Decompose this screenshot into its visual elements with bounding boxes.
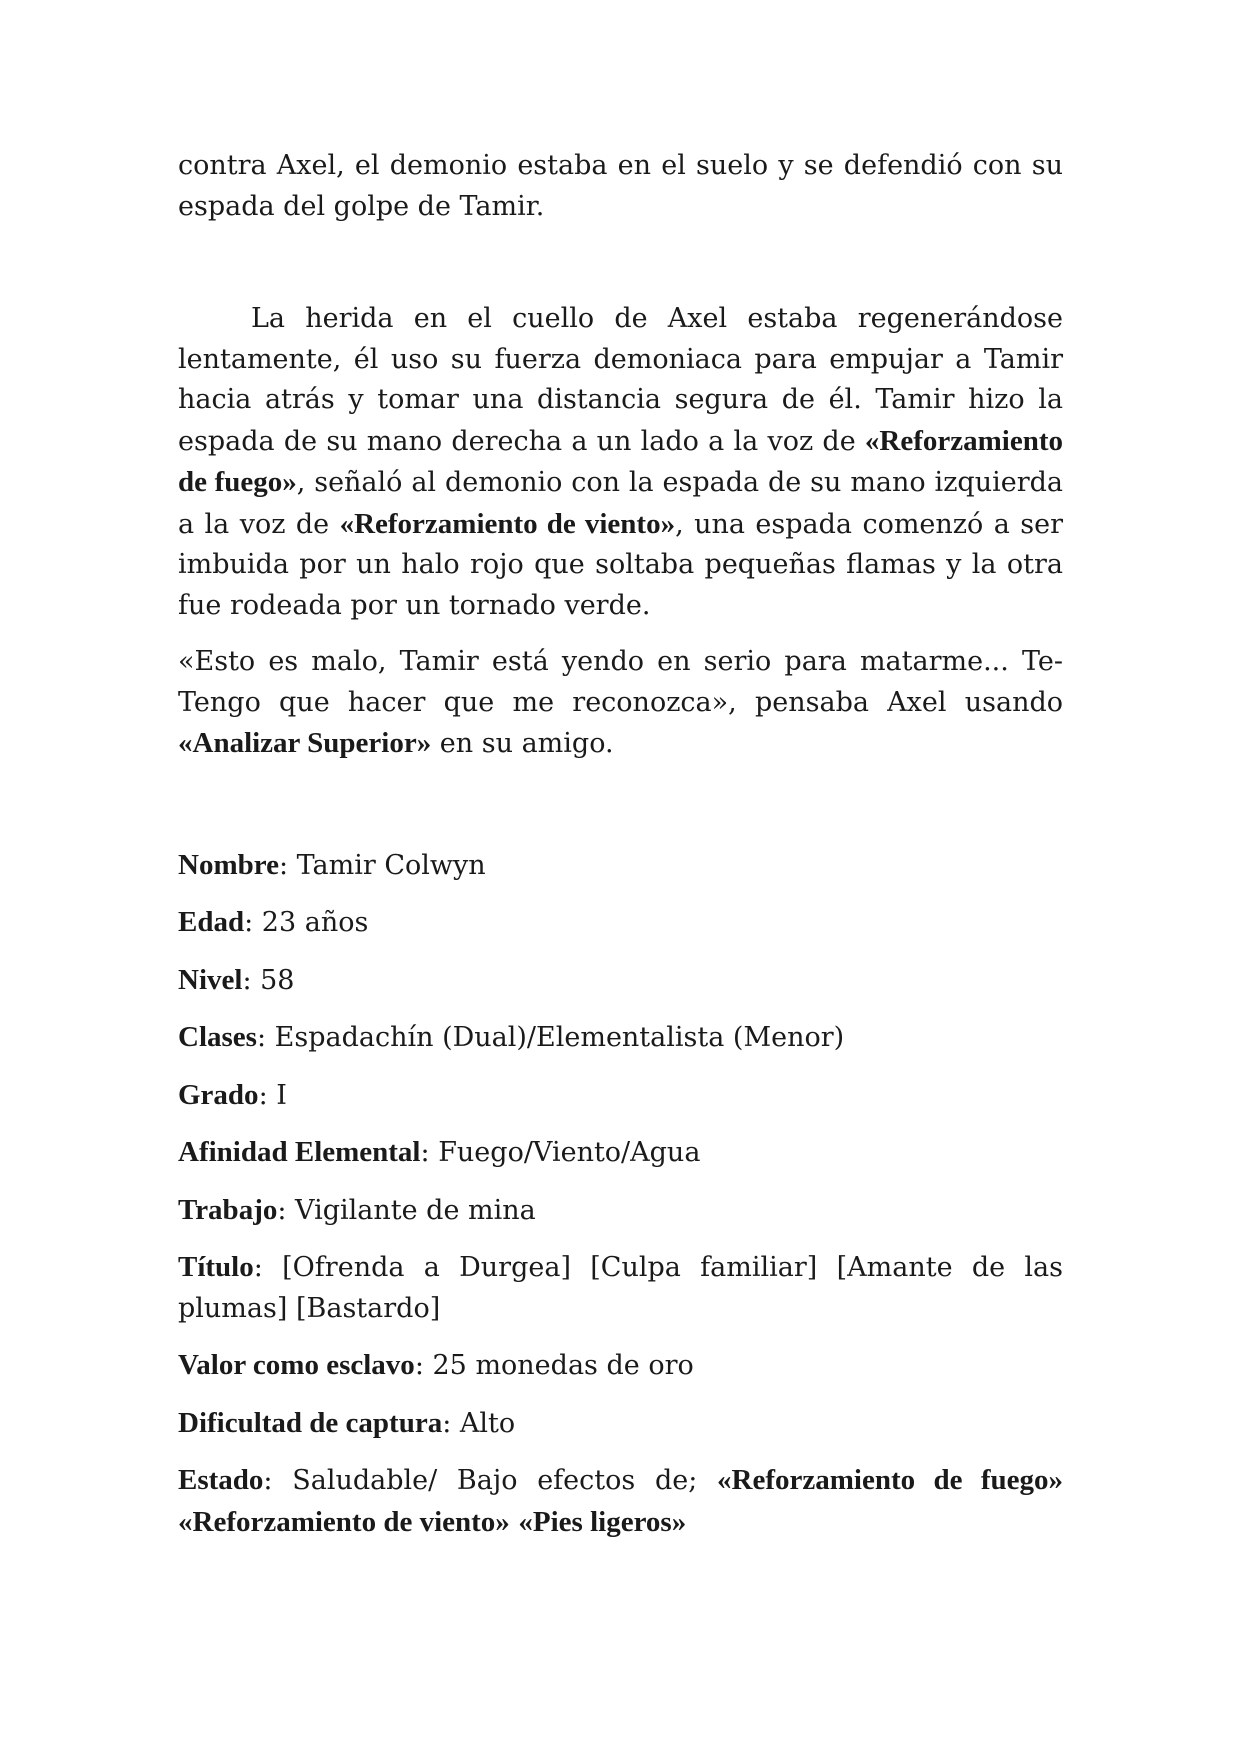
- stat-value: Vigilante de mina: [295, 1194, 536, 1226]
- stat-value: I: [276, 1079, 287, 1111]
- stat-separator: :: [277, 1194, 296, 1226]
- spacer: [178, 626, 1063, 642]
- stat-separator: :: [278, 849, 297, 881]
- paragraph-3-text-2: en su amigo.: [431, 728, 614, 759]
- stat-value: Saludable/ Bajo efectos de;: [292, 1465, 718, 1496]
- paragraph-2: [178, 299, 1063, 626]
- stat-label: Grado: [178, 1078, 259, 1111]
- stat-grado: [178, 1075, 1063, 1117]
- stat-value: 58: [260, 964, 295, 996]
- spacer: [178, 765, 1063, 845]
- stat-value: 25 monedas de oro: [432, 1350, 694, 1381]
- stat-titulo: [178, 1247, 1063, 1329]
- stat-label: Dificultad de captura: [178, 1406, 443, 1439]
- stat-label: Edad: [178, 906, 245, 938]
- document-page: [178, 146, 1063, 1559]
- stat-label: Título: [178, 1251, 254, 1283]
- stat-separator: :: [414, 1350, 433, 1381]
- stat-nombre: [178, 845, 1063, 887]
- stat-nivel: [178, 960, 1063, 1002]
- stat-label: Trabajo: [178, 1193, 278, 1226]
- paragraph-2-text-1: La herida en el cuello de Axel estaba regenerándose lentamente, él uso su fuerza demoniaca para empujar a Tamir hacia atrás y tomar una distancia segura de él. Tamir hizo la espada de su mano derecha a un lado a la voz de: [178, 303, 1063, 457]
- status-effect-fire: «Reforzamiento de fuego»: [717, 1464, 1064, 1496]
- paragraph-1-text: contra Axel, el demonio estaba en el suelo y se defendió con su espada del golpe de Tamir.: [178, 150, 1063, 222]
- stat-value: Fuego/Viento/Agua: [438, 1137, 701, 1168]
- stat-value: Espadachín (Dual)/Elementalista (Menor): [274, 1022, 845, 1053]
- paragraph-1: [178, 146, 1063, 227]
- stat-clases: [178, 1017, 1063, 1059]
- paragraph-2-text-2: , señaló al demonio con la espada de su mano izquierda a la voz de: [178, 467, 1063, 540]
- stat-separator: :: [258, 1079, 277, 1111]
- stat-separator: :: [253, 1252, 283, 1283]
- stat-label: Afinidad Elemental: [178, 1136, 421, 1168]
- stat-estado: [178, 1460, 1063, 1543]
- status-effect-light-feet: «Pies ligeros»: [518, 1505, 687, 1538]
- stat-separator: :: [242, 964, 261, 996]
- skill-name-wind: «Reforzamiento de viento»: [339, 507, 676, 540]
- stat-separator: :: [442, 1407, 460, 1439]
- stat-label: Nombre: [178, 848, 279, 881]
- paragraph-3: [178, 642, 1063, 765]
- paragraph-3-text-1: «Esto es malo, Tamir está yendo en serio para matarme... Te-Tengo que hacer que me reconozca», pensaba Axel usando: [178, 646, 1063, 718]
- skill-name-fire: «Reforzamiento de fuego»: [178, 424, 1063, 498]
- stat-separator: :: [256, 1022, 275, 1053]
- stat-afinidad: [178, 1132, 1063, 1174]
- spacer: [178, 227, 1063, 299]
- stat-label: Valor como esclavo: [178, 1349, 415, 1381]
- stat-value: [Ofrenda a Durgea] [Culpa familiar] [Amante de las plumas] [Bastardo]: [178, 1252, 1063, 1324]
- stat-value: Alto: [459, 1407, 516, 1439]
- stat-separator: :: [263, 1465, 293, 1496]
- stat-dificultad: [178, 1403, 1063, 1445]
- stat-label: Nivel: [178, 963, 243, 996]
- stat-valor: [178, 1345, 1063, 1387]
- stat-trabajo: [178, 1190, 1063, 1232]
- skill-name-analyze: «Analizar Superior»: [178, 727, 432, 759]
- stat-label: Estado: [178, 1464, 264, 1496]
- stat-edad: [178, 902, 1063, 944]
- status-effect-wind: «Reforzamiento de viento»: [178, 1505, 510, 1538]
- stat-separator: :: [420, 1137, 439, 1168]
- stat-label: Clases: [178, 1021, 257, 1053]
- status-sheet: [178, 845, 1063, 1544]
- stat-separator: :: [244, 907, 262, 938]
- stat-value: 23 años: [261, 907, 369, 938]
- paragraph-2-text-3: , una espada comenzó a ser imbuida por un halo rojo que soltaba pequeñas flamas y la otra fue rodeada por un tornado verde.: [178, 508, 1063, 621]
- stat-value: Tamir Colwyn: [296, 849, 486, 881]
